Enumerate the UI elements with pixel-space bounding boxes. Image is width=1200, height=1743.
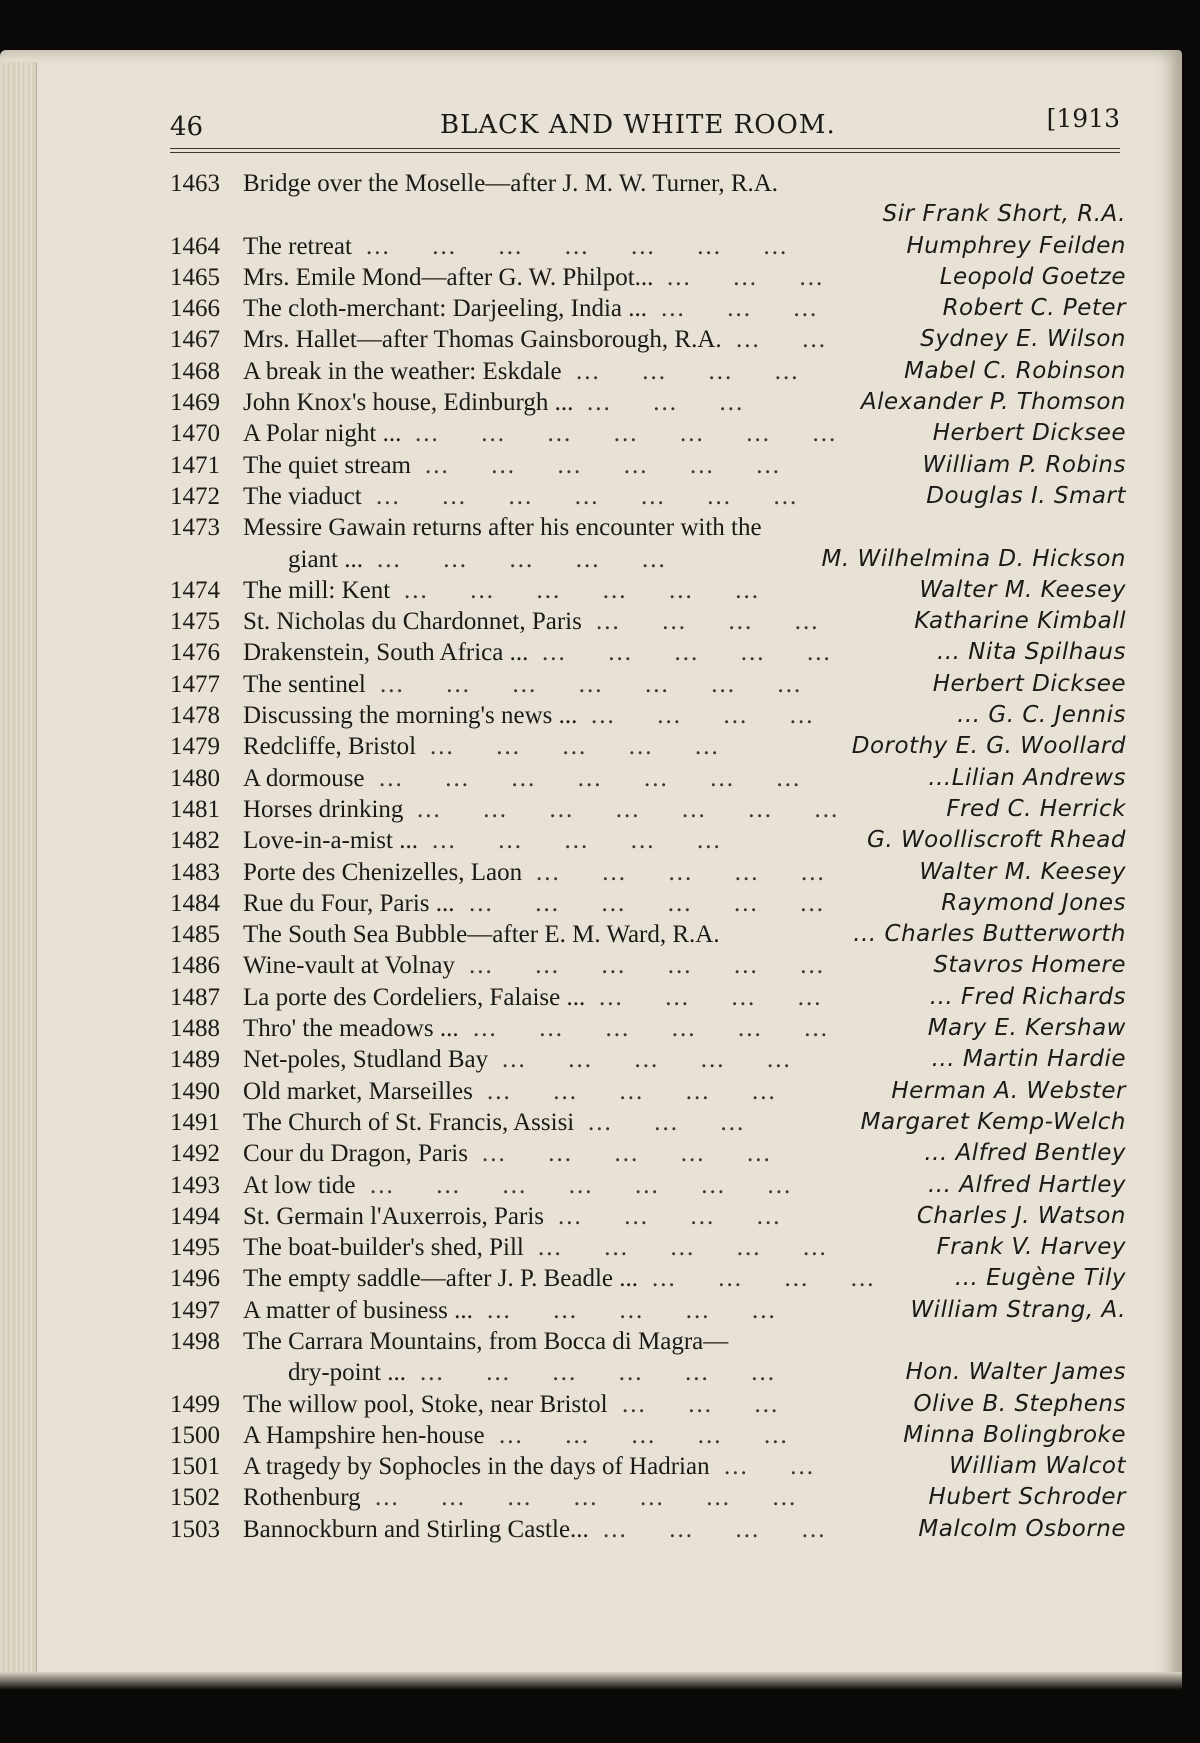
- entry-title: The cloth-merchant: Darjeeling, India ...: [243, 295, 648, 323]
- dot-leader: ... ... ... ...: [652, 1265, 917, 1293]
- entry-title: Thro' the meadows ...: [243, 1015, 459, 1043]
- dot-leader: ... ... ... ... ...: [487, 1296, 819, 1324]
- entry-title: St. Nicholas du Chardonnet, Paris: [243, 608, 582, 636]
- entry-number: 1489: [170, 1046, 220, 1074]
- entry-number: 1488: [170, 1015, 220, 1043]
- dot-leader: ... ... ... ... ...: [538, 1234, 870, 1262]
- entry-title: A Hampshire hen-house: [243, 1421, 485, 1449]
- entry-number: 1470: [170, 420, 220, 448]
- entry-title: Messire Gawain returns after his encounter with the: [243, 514, 762, 542]
- entry-title: Porte des Chenizelles, Laon: [243, 858, 523, 886]
- entry-title: Discussing the morning's news ...: [243, 702, 578, 730]
- catalogue-entry: [170, 606, 1130, 637]
- catalogue-entry: [170, 199, 1130, 230]
- entry-number: 1493: [170, 1171, 220, 1199]
- entry-number: 1498: [170, 1327, 220, 1355]
- catalogue-entry: [170, 1326, 1130, 1357]
- entry-title: Rothenburg: [243, 1484, 361, 1512]
- entry-number: 1490: [170, 1077, 220, 1105]
- dot-leader: ... ... ... ... ... ...: [469, 952, 867, 980]
- entry-artist: Herbert Dicksee: [932, 420, 1126, 447]
- entry-artist: Margaret Kemp-Welch: [860, 1108, 1126, 1135]
- entry-number: 1494: [170, 1202, 220, 1230]
- entry-title: The Church of St. Francis, Assisi: [243, 1108, 575, 1136]
- dot-leader: ... ... ...: [661, 295, 860, 323]
- entry-artist: Katharine Kimball: [914, 608, 1126, 635]
- entry-artist: Hon. Walter James: [905, 1359, 1126, 1386]
- entry-artist: Dorothy E. G. Woollard: [851, 733, 1126, 760]
- entry-number: 1474: [170, 576, 220, 604]
- dot-leader: ... ... ... ... ...: [432, 827, 764, 855]
- catalogue-entry: [170, 293, 1130, 324]
- catalogue-entry: [170, 731, 1130, 762]
- entry-title: The quiet stream: [243, 451, 411, 479]
- entry-artist: Hubert Schroder: [928, 1484, 1126, 1511]
- entry-number: 1485: [170, 921, 220, 949]
- entry-artist: Malcolm Osborne: [918, 1515, 1126, 1542]
- entry-title: The sentinel: [243, 670, 366, 698]
- dot-leader: ... ... ... ... ... ... ...: [415, 420, 879, 448]
- dot-leader: ... ... ... ... ... ...: [420, 1359, 818, 1387]
- dot-leader: ... ... ... ... ... ... ...: [375, 1484, 839, 1512]
- entry-number: 1500: [170, 1421, 220, 1449]
- catalogue-list: [170, 168, 1130, 1545]
- catalogue-entry: [170, 168, 1130, 199]
- entry-number: 1473: [170, 514, 220, 542]
- catalogue-entry: [170, 1420, 1130, 1451]
- page-header: [170, 100, 1120, 150]
- catalogue-entry: [170, 825, 1130, 856]
- page-edge-stack: [0, 62, 37, 1678]
- dot-leader: ... ... ... ... ... ...: [473, 1015, 871, 1043]
- entry-title: A tragedy by Sophocles in the days of Hadrian: [243, 1453, 710, 1481]
- catalogue-entry: [170, 231, 1130, 262]
- entry-artist: Humphrey Feilden: [906, 232, 1126, 259]
- entry-number: 1478: [170, 702, 220, 730]
- dot-leader: ... ... ... ... ...: [499, 1421, 831, 1449]
- catalogue-entry: [170, 356, 1130, 387]
- entry-title: St. Germain l'Auxerrois, Paris: [243, 1202, 544, 1230]
- entry-title: Love-in-a-mist ...: [243, 827, 418, 855]
- entry-number: 1480: [170, 764, 220, 792]
- entry-number: 1468: [170, 357, 220, 385]
- entry-artist: M. Wilhelmina D. Hickson: [821, 545, 1126, 572]
- entry-number: 1486: [170, 952, 220, 980]
- dot-leader: ... ... ...: [587, 389, 786, 417]
- entry-number: 1495: [170, 1234, 220, 1262]
- catalogue-entry: [170, 794, 1130, 825]
- catalogue-entry: [170, 857, 1130, 888]
- dot-leader: ... ... ... ... ... ... ...: [379, 764, 843, 792]
- dot-leader: ... ...: [724, 1453, 857, 1481]
- entry-number: 1487: [170, 983, 220, 1011]
- catalogue-entry: [170, 919, 1130, 950]
- entry-number: 1475: [170, 608, 220, 636]
- catalogue-entry: [170, 1482, 1130, 1513]
- entry-title: La porte des Cordeliers, Falaise ...: [243, 983, 586, 1011]
- dot-leader: ... ... ... ... ...: [502, 1046, 834, 1074]
- catalogue-entry: [170, 700, 1130, 731]
- entry-number: 1465: [170, 263, 220, 291]
- dot-leader: ... ... ... ... ... ... ...: [370, 1171, 834, 1199]
- dot-leader: ... ... ... ... ... ...: [469, 889, 867, 917]
- catalogue-entry: [170, 669, 1130, 700]
- dot-leader: ... ... ... ... ... ...: [404, 576, 802, 604]
- entry-title: Rue du Four, Paris ...: [243, 889, 455, 917]
- entry-number: 1496: [170, 1265, 220, 1293]
- entry-title: Mrs. Emile Mond—after G. W. Philpot...: [243, 263, 654, 291]
- entry-number: 1503: [170, 1515, 220, 1543]
- dot-leader: ... ... ... ... ...: [542, 639, 874, 667]
- entry-artist: ... G. C. Jennis: [957, 702, 1126, 729]
- header-rule: [170, 148, 1120, 149]
- entry-number: 1477: [170, 670, 220, 698]
- entry-number: 1466: [170, 295, 220, 323]
- catalogue-entry: [170, 1107, 1130, 1138]
- entry-title: Redcliffe, Bristol: [243, 733, 417, 761]
- dot-leader: ... ... ... ... ... ... ...: [366, 232, 830, 260]
- dot-leader: ... ... ... ... ...: [377, 545, 709, 573]
- dot-leader: ... ...: [736, 326, 869, 354]
- entry-title: A matter of business ...: [243, 1296, 473, 1324]
- catalogue-entry: [170, 982, 1130, 1013]
- catalogue-entry: [170, 1232, 1130, 1263]
- dot-leader: ... ... ...: [667, 263, 866, 291]
- catalogue-entry: [170, 1170, 1130, 1201]
- catalogue-entry: [170, 512, 1130, 543]
- entry-artist: Herbert Dicksee: [932, 670, 1126, 697]
- dot-leader: ... ... ... ...: [603, 1515, 868, 1543]
- entry-artist: William Walcot: [949, 1453, 1126, 1480]
- catalogue-entry: [170, 1451, 1130, 1482]
- year-label: [1913: [1046, 104, 1120, 133]
- entry-number: 1481: [170, 795, 220, 823]
- entry-artist: G. Woolliscroft Rhead: [867, 827, 1126, 854]
- entry-artist: ... Alfred Bentley: [924, 1140, 1126, 1167]
- entry-artist: William P. Robins: [922, 451, 1126, 478]
- entry-artist: Mary E. Kershaw: [927, 1015, 1126, 1042]
- entry-artist: ... Martin Hardie: [931, 1046, 1126, 1073]
- dot-leader: ... ... ...: [588, 1108, 787, 1136]
- entry-number: 1501: [170, 1453, 220, 1481]
- entry-title: Drakenstein, South Africa ...: [243, 639, 529, 667]
- running-title: BLACK AND WHITE ROOM.: [440, 110, 836, 140]
- entry-number: 1463: [170, 170, 220, 197]
- dot-leader: ... ... ... ... ...: [536, 858, 868, 886]
- entry-title: The South Sea Bubble—after E. M. Ward, R.A.: [243, 921, 720, 949]
- entry-title: The boat-builder's shed, Pill: [243, 1234, 524, 1262]
- entry-title: The empty saddle—after J. P. Beadle ...: [243, 1265, 639, 1293]
- entry-title: Bridge over the Moselle—after J. M. W. Turner, R.A.: [243, 170, 779, 197]
- entry-artist: ... Charles Butterworth: [853, 921, 1126, 948]
- entry-artist: Raymond Jones: [941, 889, 1126, 916]
- entry-title: Bannockburn and Stirling Castle...: [243, 1515, 589, 1543]
- catalogue-entry: [170, 324, 1130, 355]
- entry-title: giant ...: [288, 545, 363, 573]
- catalogue-entry: [170, 1138, 1130, 1169]
- catalogue-entry: [170, 1263, 1130, 1294]
- entry-artist: William Strang, A.: [910, 1296, 1126, 1323]
- catalogue-entry: [170, 1357, 1130, 1388]
- entry-number: 1484: [170, 889, 220, 917]
- catalogue-entry: [170, 450, 1130, 481]
- entry-artist: ... Alfred Hartley: [928, 1171, 1126, 1198]
- dot-leader: ... ... ... ... ...: [487, 1077, 819, 1105]
- entry-number: 1502: [170, 1484, 220, 1512]
- entry-title: Wine-vault at Volnay: [243, 952, 455, 980]
- entry-artist: Mabel C. Robinson: [904, 357, 1126, 384]
- entry-artist: Herman A. Webster: [891, 1077, 1126, 1104]
- catalogue-entry: [170, 1013, 1130, 1044]
- entry-number: 1472: [170, 482, 220, 510]
- page-bottom-shadow: [0, 1672, 1182, 1690]
- dot-leader: ... ... ... ...: [596, 608, 861, 636]
- dot-leader: ... ... ... ... ... ... ...: [376, 482, 840, 510]
- dot-leader: ... ... ...: [622, 1390, 821, 1418]
- entry-title: Mrs. Hallet—after Thomas Gainsborough, R.A.: [243, 326, 722, 354]
- entry-artist: Charles J. Watson: [916, 1202, 1126, 1229]
- entry-title: A dormouse: [243, 764, 365, 792]
- entry-artist: Walter M. Keesey: [919, 858, 1126, 885]
- catalogue-entry: [170, 1514, 1130, 1545]
- entry-title: The viaduct: [243, 482, 362, 510]
- catalogue-entry: [170, 1044, 1130, 1075]
- entry-number: 1469: [170, 389, 220, 417]
- entry-number: 1497: [170, 1296, 220, 1324]
- dot-leader: ... ... ... ...: [576, 357, 841, 385]
- entry-number: 1476: [170, 639, 220, 667]
- catalogue-entry: [170, 262, 1130, 293]
- entry-title: dry-point ...: [288, 1359, 407, 1387]
- dot-leader: ... ... ... ... ... ...: [425, 451, 823, 479]
- dot-leader: ... ... ... ... ... ... ...: [380, 670, 844, 698]
- catalogue-entry: [170, 888, 1130, 919]
- entry-artist: Walter M. Keesey: [919, 576, 1126, 603]
- catalogue-entry: [170, 481, 1130, 512]
- catalogue-entry: [170, 950, 1130, 981]
- catalogue-entry: [170, 387, 1130, 418]
- entry-number: 1467: [170, 326, 220, 354]
- dot-leader: ... ... ... ... ... ... ...: [417, 795, 881, 823]
- catalogue-entry: [170, 544, 1130, 575]
- entry-artist: Sir Frank Short, R.A.: [882, 201, 1126, 228]
- entry-title: Cour du Dragon, Paris: [243, 1140, 468, 1168]
- entry-title: Old market, Marseilles: [243, 1077, 473, 1105]
- entry-artist: Leopold Goetze: [939, 263, 1126, 290]
- entry-artist: Minna Bolingbroke: [903, 1421, 1126, 1448]
- entry-number: 1482: [170, 827, 220, 855]
- entry-artist: ... Nita Spilhaus: [937, 639, 1126, 666]
- entry-artist: Olive B. Stephens: [913, 1390, 1126, 1417]
- entry-number: 1499: [170, 1390, 220, 1418]
- entry-title: The mill: Kent: [243, 576, 391, 604]
- header-rule: [170, 152, 1120, 153]
- dot-leader: ... ... ... ...: [599, 983, 864, 1011]
- entry-artist: Robert C. Peter: [942, 295, 1126, 322]
- catalogue-entry: [170, 1201, 1130, 1232]
- entry-artist: ...Lilian Andrews: [928, 764, 1126, 791]
- dot-leader: ... ... ... ...: [558, 1202, 823, 1230]
- catalogue-entry: [170, 637, 1130, 668]
- entry-number: 1491: [170, 1108, 220, 1136]
- entry-artist: Frank V. Harvey: [936, 1234, 1126, 1261]
- catalogue-entry: [170, 418, 1130, 449]
- entry-number: 1471: [170, 451, 220, 479]
- entry-title: At low tide: [243, 1171, 356, 1199]
- entry-title: John Knox's house, Edinburgh ...: [243, 389, 574, 417]
- entry-title: A Polar night ...: [243, 420, 402, 448]
- entry-number: 1464: [170, 232, 220, 260]
- entry-artist: Alexander P. Thomson: [860, 389, 1126, 416]
- page-number: 46: [170, 112, 204, 142]
- entry-title: Net-poles, Studland Bay: [243, 1046, 489, 1074]
- entry-number: 1492: [170, 1140, 220, 1168]
- catalogue-entry: [170, 1389, 1130, 1420]
- entry-artist: Douglas I. Smart: [926, 482, 1126, 509]
- entry-title: A break in the weather: Eskdale: [243, 357, 562, 385]
- dot-leader: ... ... ... ... ...: [482, 1140, 814, 1168]
- entry-title: Horses drinking: [243, 795, 404, 823]
- dot-leader: ... ... ... ... ...: [430, 733, 762, 761]
- entry-title: The Carrara Mountains, from Bocca di Magra—: [243, 1327, 729, 1355]
- entry-artist: Fred C. Herrick: [946, 795, 1126, 822]
- entry-artist: Stavros Homere: [933, 952, 1126, 979]
- entry-artist: Sydney E. Wilson: [920, 326, 1126, 353]
- catalogue-entry: [170, 575, 1130, 606]
- entry-artist: ... Eugène Tily: [954, 1265, 1126, 1292]
- dot-leader: ... ... ... ...: [591, 702, 856, 730]
- entry-title: The retreat: [243, 232, 352, 260]
- entry-number: 1479: [170, 733, 220, 761]
- catalogue-entry: [170, 1295, 1130, 1326]
- entry-title: The willow pool, Stoke, near Bristol: [243, 1390, 608, 1418]
- entry-artist: ... Fred Richards: [929, 983, 1126, 1010]
- catalogue-entry: [170, 1076, 1130, 1107]
- entry-number: 1483: [170, 858, 220, 886]
- catalogue-entry: [170, 763, 1130, 794]
